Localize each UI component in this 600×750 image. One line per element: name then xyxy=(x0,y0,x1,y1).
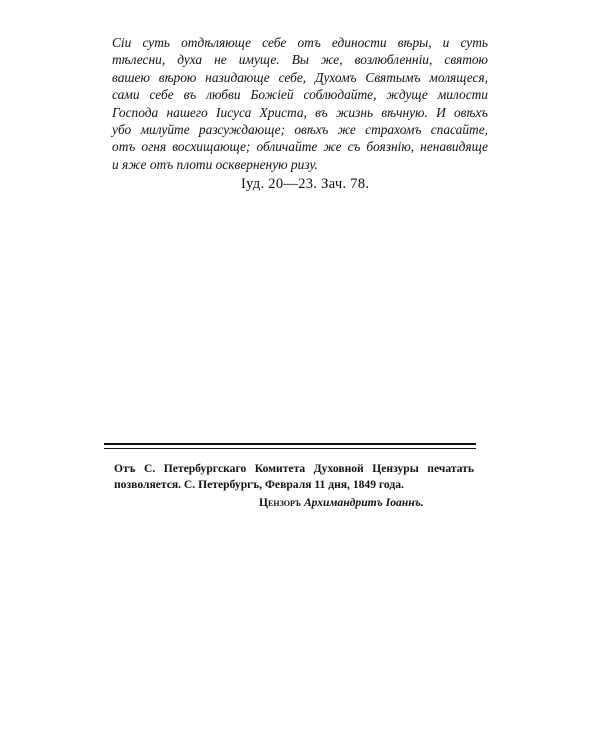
epistle-line: Сіи суть отдѣляюще себе отъ единости вѣры, и суть xyxy=(112,35,488,50)
imprimatur-line: Отъ С. Петербургскаго Комитета Духовной Цензуры печатать xyxy=(114,462,474,475)
scripture-reference: Іуд. 20—23. Зач. 78. xyxy=(241,176,370,192)
epistle-line: тѣлесни, духа не имуще. Вы же, возлюбленніи, святою xyxy=(112,52,488,68)
epistle-line: отъ огня восхищающе; обличайте же съ боязнію, ненавидяще xyxy=(112,139,488,155)
separator-rule-thin xyxy=(104,448,476,449)
epistle-line: и яже отъ плоти оскверненую ризу. xyxy=(112,156,318,172)
censor-signature xyxy=(259,496,424,509)
censorship-imprimatur xyxy=(114,461,474,493)
epistle-quote xyxy=(112,34,488,173)
censor-name: Архимандритъ Іоаннъ. xyxy=(303,496,424,509)
epistle-line: вашею вѣрою назидающе себе, Духомъ Святымъ молящеся, xyxy=(112,69,488,85)
epistle-line: Господа нашего Іисуса Христа, въ жизнь вѣчную. И овѣхъ xyxy=(112,104,488,120)
epistle-line: сами себе въ любви Божіей соблюдайте, ждуще милости xyxy=(112,87,488,103)
separator-rule-thick xyxy=(104,443,476,445)
epistle-line: убо милуйте разсуждающе; овѣхъ же страхомъ спасайте, xyxy=(112,122,488,138)
imprimatur-line: позволяется. С. Петербургъ, Февраля 11 дня, 1849 года. xyxy=(114,478,404,491)
censor-rank: Цензоръ xyxy=(259,496,302,509)
